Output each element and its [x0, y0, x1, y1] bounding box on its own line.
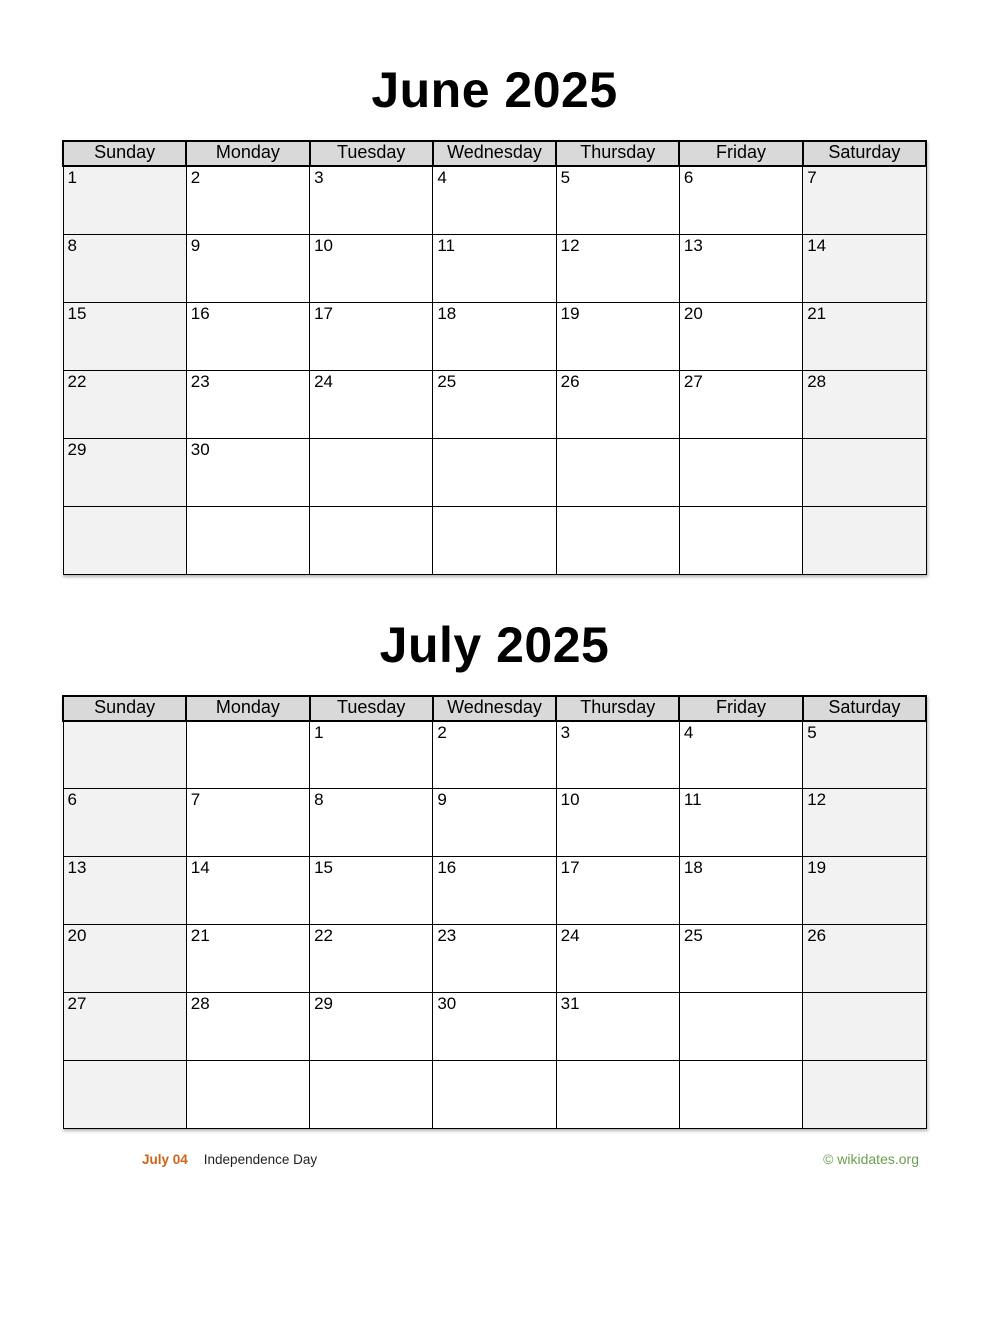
- day-cell: 17: [310, 302, 433, 370]
- day-cell: 4: [433, 166, 556, 234]
- weekday-header: Wednesday: [433, 696, 556, 721]
- holiday-name: Independence Day: [203, 1152, 318, 1167]
- calendar-table-june: [62, 140, 927, 575]
- day-cell: 2: [433, 721, 556, 789]
- month-title-june: June 2025: [371, 62, 618, 118]
- day-cell: [433, 1061, 556, 1129]
- day-cell: [186, 1061, 309, 1129]
- day-cell: [310, 1061, 433, 1129]
- day-cell: 11: [679, 789, 802, 857]
- day-cell: 14: [186, 857, 309, 925]
- month-section-july: [0, 615, 989, 1130]
- calendar-table-july: [62, 695, 927, 1130]
- day-cell: 19: [803, 857, 926, 925]
- day-cell: 26: [803, 925, 926, 993]
- month-section-june: [0, 60, 989, 575]
- day-cell: 28: [186, 993, 309, 1061]
- week-row: [63, 993, 926, 1061]
- day-cell: 15: [310, 857, 433, 925]
- day-cell: 27: [63, 993, 186, 1061]
- day-cell: 28: [803, 370, 926, 438]
- holiday-entry: [142, 1151, 317, 1169]
- day-cell: 6: [679, 166, 802, 234]
- day-cell: [63, 1061, 186, 1129]
- calendar-footer: [62, 1151, 927, 1169]
- day-cell: [679, 506, 802, 574]
- day-cell: 7: [186, 789, 309, 857]
- day-cell: 16: [186, 302, 309, 370]
- day-cell: 18: [433, 302, 556, 370]
- day-cell: 17: [556, 857, 679, 925]
- day-cell: 18: [679, 857, 802, 925]
- day-cell: [803, 506, 926, 574]
- day-cell: 8: [310, 789, 433, 857]
- day-cell: [310, 438, 433, 506]
- weekday-header: Thursday: [556, 696, 679, 721]
- weekday-header-row: [63, 696, 926, 721]
- day-cell: 14: [803, 234, 926, 302]
- week-row: [63, 234, 926, 302]
- day-cell: [803, 438, 926, 506]
- day-cell: [63, 506, 186, 574]
- day-cell: 1: [310, 721, 433, 789]
- day-cell: 3: [556, 721, 679, 789]
- day-cell: 10: [556, 789, 679, 857]
- day-cell: 24: [310, 370, 433, 438]
- day-cell: 5: [556, 166, 679, 234]
- months-container: [0, 60, 989, 1129]
- day-cell: 22: [63, 370, 186, 438]
- day-cell: [63, 721, 186, 789]
- day-cell: [433, 438, 556, 506]
- day-cell: [186, 721, 309, 789]
- weekday-header: Saturday: [803, 696, 926, 721]
- day-cell: 15: [63, 302, 186, 370]
- weekday-header: Thursday: [556, 141, 679, 166]
- day-cell: 23: [186, 370, 309, 438]
- day-cell: 25: [679, 925, 802, 993]
- day-cell: 30: [433, 993, 556, 1061]
- day-cell: 9: [433, 789, 556, 857]
- week-row: [63, 1061, 926, 1129]
- day-cell: 23: [433, 925, 556, 993]
- week-row: [63, 302, 926, 370]
- weekday-header: Wednesday: [433, 141, 556, 166]
- week-row: [63, 925, 926, 993]
- day-cell: [679, 438, 802, 506]
- weekday-header: Friday: [679, 141, 802, 166]
- day-cell: 10: [310, 234, 433, 302]
- day-cell: 16: [433, 857, 556, 925]
- day-cell: [556, 506, 679, 574]
- day-cell: 24: [556, 925, 679, 993]
- day-cell: 12: [556, 234, 679, 302]
- day-cell: 31: [556, 993, 679, 1061]
- day-cell: 11: [433, 234, 556, 302]
- day-cell: 13: [679, 234, 802, 302]
- day-cell: 20: [679, 302, 802, 370]
- day-cell: [803, 993, 926, 1061]
- day-cell: 2: [186, 166, 309, 234]
- holiday-date: July 04: [142, 1152, 188, 1167]
- day-cell: [556, 438, 679, 506]
- day-cell: 21: [803, 302, 926, 370]
- day-cell: 13: [63, 857, 186, 925]
- weekday-header: Tuesday: [310, 141, 433, 166]
- week-row: [63, 857, 926, 925]
- day-cell: 26: [556, 370, 679, 438]
- day-cell: [679, 993, 802, 1061]
- day-cell: [186, 506, 309, 574]
- weekday-header: Saturday: [803, 141, 926, 166]
- weekday-header-row: [63, 141, 926, 166]
- copyright: © wikidates.org: [823, 1151, 919, 1167]
- day-cell: 9: [186, 234, 309, 302]
- day-cell: 29: [310, 993, 433, 1061]
- day-cell: [803, 1061, 926, 1129]
- day-cell: 19: [556, 302, 679, 370]
- day-cell: 1: [63, 166, 186, 234]
- day-cell: 4: [679, 721, 802, 789]
- day-cell: 21: [186, 925, 309, 993]
- week-row: [63, 438, 926, 506]
- weekday-header: Sunday: [63, 141, 186, 166]
- weekday-header: Tuesday: [310, 696, 433, 721]
- day-cell: [433, 506, 556, 574]
- calendar-page: [0, 60, 989, 1169]
- month-title-july: July 2025: [379, 616, 610, 673]
- weekday-header: Friday: [679, 696, 802, 721]
- week-row: [63, 166, 926, 234]
- day-cell: [679, 1061, 802, 1129]
- day-cell: 25: [433, 370, 556, 438]
- day-cell: [556, 1061, 679, 1129]
- weekday-header: Monday: [186, 696, 309, 721]
- day-cell: 30: [186, 438, 309, 506]
- day-cell: 5: [803, 721, 926, 789]
- week-row: [63, 721, 926, 789]
- day-cell: 8: [63, 234, 186, 302]
- day-cell: 29: [63, 438, 186, 506]
- day-cell: [310, 506, 433, 574]
- week-row: [63, 506, 926, 574]
- day-cell: 20: [63, 925, 186, 993]
- week-row: [63, 370, 926, 438]
- day-cell: 3: [310, 166, 433, 234]
- day-cell: 7: [803, 166, 926, 234]
- day-cell: 6: [63, 789, 186, 857]
- weekday-header: Sunday: [63, 696, 186, 721]
- day-cell: 12: [803, 789, 926, 857]
- day-cell: 27: [679, 370, 802, 438]
- week-row: [63, 789, 926, 857]
- day-cell: 22: [310, 925, 433, 993]
- weekday-header: Monday: [186, 141, 309, 166]
